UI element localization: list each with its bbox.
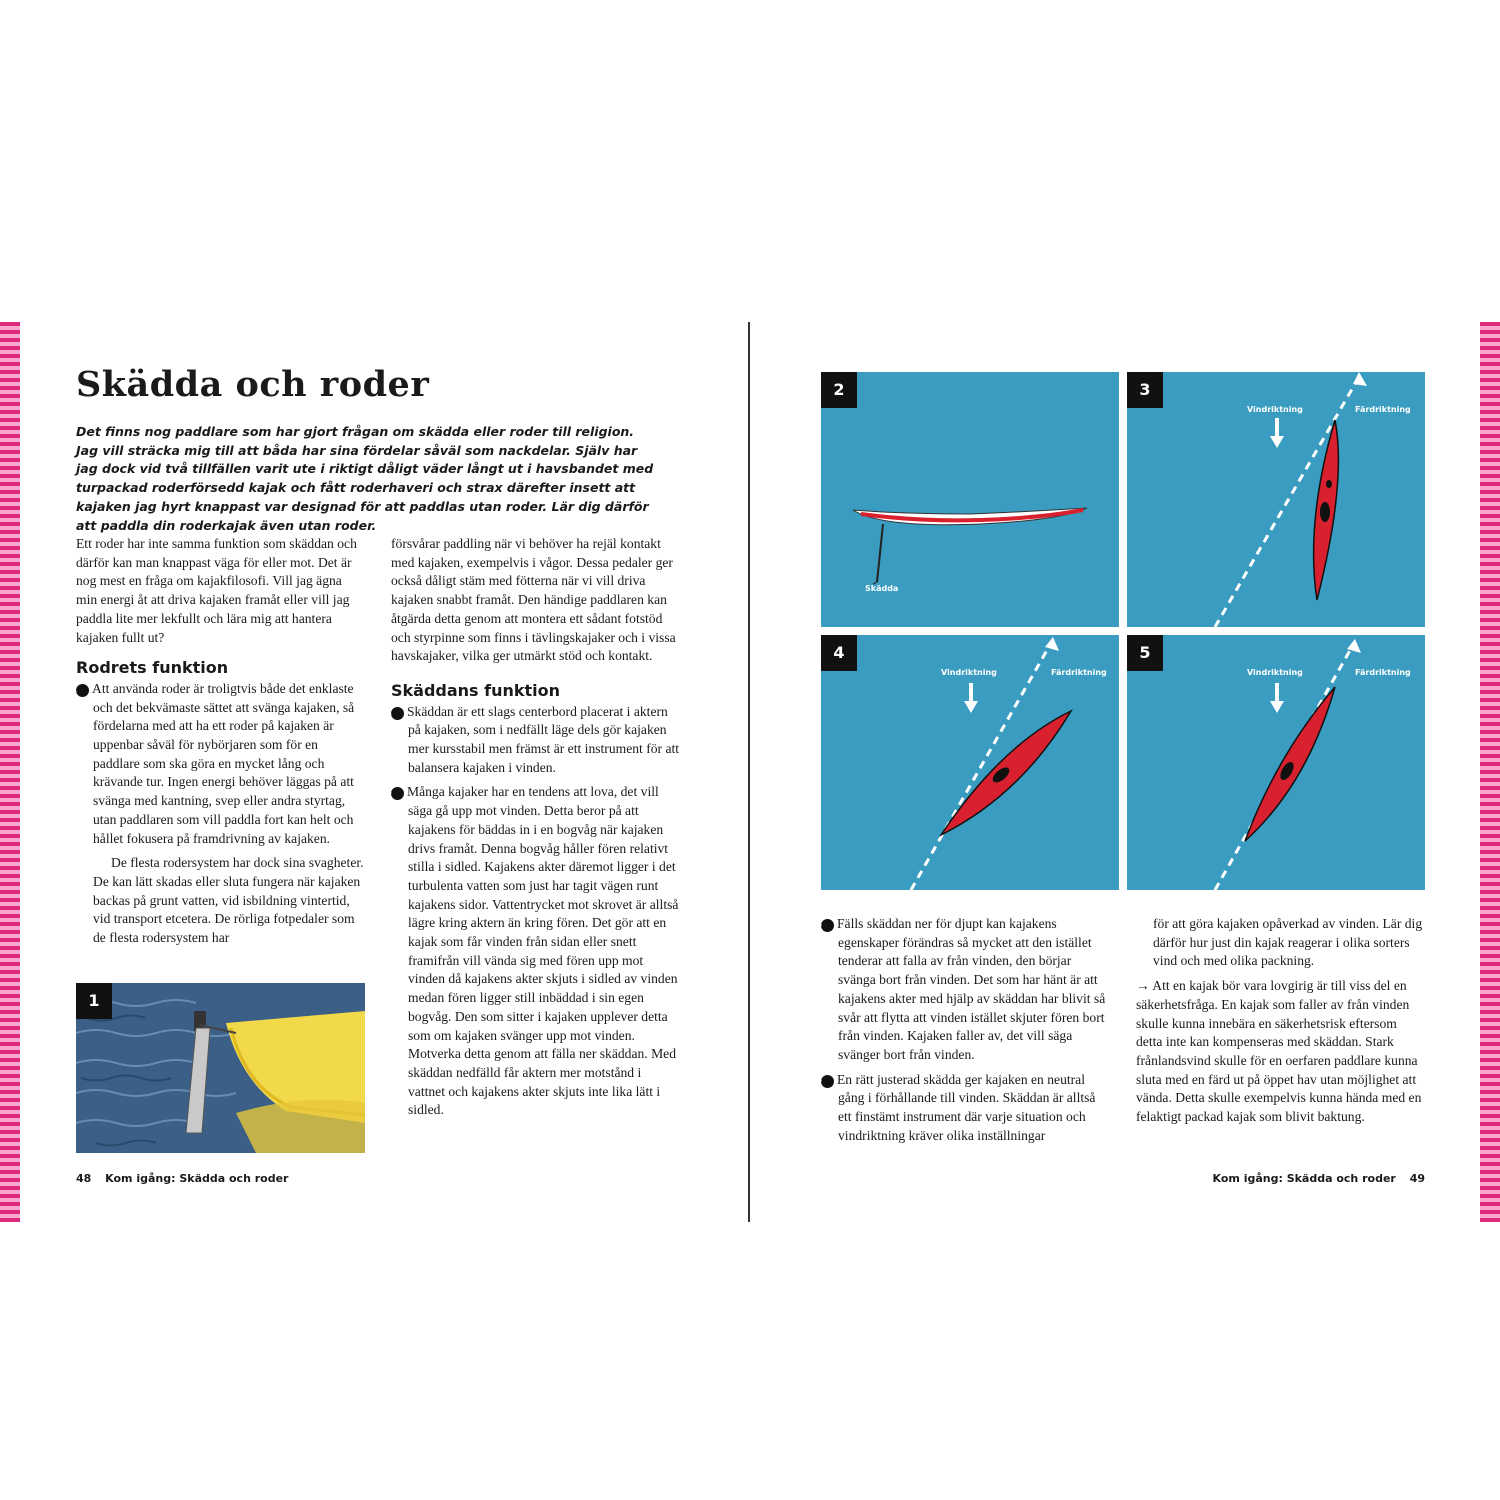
figure-number-3: 3 (1127, 372, 1163, 408)
item-text: En rätt justerad skädda ger kajaken en neutral gång i förhållande till vinden. Skäddan är alltså ett finstämt instrument där varje situation och vindriktning kräver olika inställningar (837, 1071, 1096, 1143)
arrow-icon: → (1136, 978, 1150, 994)
left-column-2 (385, 535, 681, 1126)
page-number: 48 (76, 1172, 92, 1185)
diagram-panel-4 (821, 635, 1119, 890)
figure-number-2: 2 (821, 372, 857, 408)
number-badge: 1 (76, 684, 89, 697)
book-spine (748, 322, 750, 1222)
course-direction-label: Färdriktning (1355, 405, 1411, 414)
right-edge-stripe (1480, 322, 1500, 1222)
footer-left (76, 1172, 288, 1185)
running-title: Kom igång: Skädda och roder (1212, 1172, 1396, 1185)
figure-number-4: 4 (821, 635, 857, 671)
course-direction-label: Färdriktning (1051, 668, 1107, 677)
diagram-panel-5 (1127, 635, 1425, 890)
diagram-panel-2 (821, 372, 1119, 627)
number-badge: 2 (391, 707, 404, 720)
paragraph: De flesta rodersystem har dock sina svagheter. De kan lätt skadas eller sluta fungera när kajaken backas på grunt vatten, vid isbildning vintertid, vid transport etcetera. De rörliga fotpedaler som de flesta rodersystem har (93, 855, 364, 946)
left-column-1 (70, 535, 366, 954)
paragraph-text: Att en kajak bör vara lovgirig är till viss del en säkerhetsfråga. En kajak som faller av från vinden skulle kunna innebära en säkerhetsrisk eftersom detta inte kan kompenseras med skäddan. Stark frånlandsvind skulle för en oerfaren paddlare kunna sluta med en färd ut på öppet hav utan möjlighet att vända. Detta skulle exempelvis kunna hända med en felaktigt packad kajak som blivit baktung. (1136, 978, 1422, 1125)
rudder-photo-illustration (76, 983, 365, 1153)
section-heading-skadda: Skäddans funktion (391, 680, 561, 700)
list-item (385, 703, 681, 778)
section-heading-roder: Rodrets funktion (76, 658, 229, 678)
page-title: Skädda och roder (76, 364, 430, 405)
photo-rudder (76, 983, 365, 1153)
item-text: Fälls skäddan ner för djupt kan kajakens egenskaper förändras så mycket att den istället tenderar att falla av från vinden, den börjar svänga bort från vinden. Det som har hänt är att kajakens akter med hjälp av skäddan har blivit så svår att flytta att vinden istället skjuter fören bort från vinden. Kajaken faller av, det vill säga svänger bort från vinden. (837, 916, 1106, 1062)
item-text: Skäddan är ett slags centerbord placerat i aktern på kajaken, som i nedfällt läge dels gör kajaken mer kursstabil men främst är ett instrument för att balansera kajaken i vinden. (407, 703, 680, 775)
wind-direction-label: Vindriktning (1247, 668, 1303, 677)
right-column-1 (815, 915, 1111, 1151)
right-column-2 (1136, 915, 1426, 1133)
number-badge: 4 (821, 919, 834, 932)
intro-paragraph: Det finns nog paddlare som har gjort frågan om skädda eller roder till religion. Jag vill sträcka mig till att båda har sina fördelar såväl som nackdelar. Själv har jag dock vid två tillfällen varit ute i riktigt dåligt väder långt ut i havsbandet med turpackad roderförsedd kajak och fått roderhaveri och strax därefter insett att kajaken jag hyrt knappast var designad för att paddlas utan roder. Lär dig därför att paddla din roderkajak även utan roder. (76, 424, 654, 533)
figure-number-5: 5 (1127, 635, 1163, 671)
list-item (815, 1071, 1111, 1146)
figure-number-1: 1 (76, 983, 112, 1019)
course-direction-label: Färdriktning (1355, 668, 1411, 677)
paragraph: för att göra kajaken opåverkad av vinden. Lär dig därför hur just din kajak reagerar i olika sorters vind och med olika packning. (1153, 916, 1423, 969)
list-item (815, 915, 1111, 1065)
number-badge: 5 (821, 1075, 834, 1088)
paragraph: Ett roder har inte samma funktion som skäddan och därför kan man knappast väga för eller mot. Det är nog mest en fråga om kajakfilosofi. Vill jag ägna min energi åt att driva kajaken framåt eller vill jag paddla lite mer lekfullt och lära mig att hantera kajaken fullt ut? (76, 536, 357, 645)
wind-direction-label: Vindriktning (941, 668, 997, 677)
paragraph (1136, 977, 1426, 1127)
skadda-label: Skädda (865, 584, 899, 593)
footer-right (1213, 1172, 1425, 1185)
item-text: Att använda roder är troligtvis både det enklaste och det bekvämaste sättet att svänga kajaken, så fördelarna med att ha ett roder på kajaken är uppenbar såväl för nybörjaren som för en paddlare som ska göra en mycket lång och krävande tur. Ingen energi behöver läggas på att svänga med kantning, svep eller andra styrtag, utan paddlaren som vill paddla fort kan helt och hållet fokusera på framdrivning av kajaken. (92, 680, 355, 846)
page-number: 49 (1409, 1172, 1425, 1185)
wind-direction-label: Vindriktning (1247, 405, 1303, 414)
item-text: Många kajaker har en tendens att lova, det vill säga gå upp mot vinden. Detta beror på att kajakens för bäddas in i en bogvåg när kajaken drivs framåt. Denna bogvåg håller fören relativt stilla i sidled. Kajakens akter däremot ligger i det turbulenta vatten som just har tagit vägen runt kajakens sidor. Vattentrycket mot skrovet är alltså lägre kring aktern än kring fören. Det gör att en kajak som får vinden från sidan eller snett framifrån vill vända sig med fören upp mot vinden då kajakens akter skjuts i sidled av vinden medan fören ligger still inbäddad i sin egen bogvåg. Den som sitter i kajaken upplever detta som om kajaken svänger upp mot vinden. Motverka detta genom att fälla ner skäddan. Med skäddan nedfälld får aktern mer motstånd i vattnet och kajakens akter skjuts inte lika lätt i sidled. (407, 784, 679, 1118)
left-edge-stripe (0, 322, 20, 1222)
list-item (385, 783, 681, 1120)
running-title: Kom igång: Skädda och roder (105, 1172, 289, 1185)
diagram-panel-3 (1127, 372, 1425, 627)
list-item (70, 680, 366, 848)
number-badge: 3 (391, 787, 404, 800)
paragraph: försvårar paddling när vi behöver ha rejäl kontakt med kajaken, exempelvis i vågor. Dessa pedaler ger också dåligt stäm med fötterna när vi vill driva kajaken snabbt framåt. Den händige paddlaren kan åtgärda detta genom att montera ett sådant fotstöd och styrpinne som finns i tävlingskajaker och i vissa havskajaker, vilka ger utmärkt stöd och kontakt. (391, 536, 676, 664)
